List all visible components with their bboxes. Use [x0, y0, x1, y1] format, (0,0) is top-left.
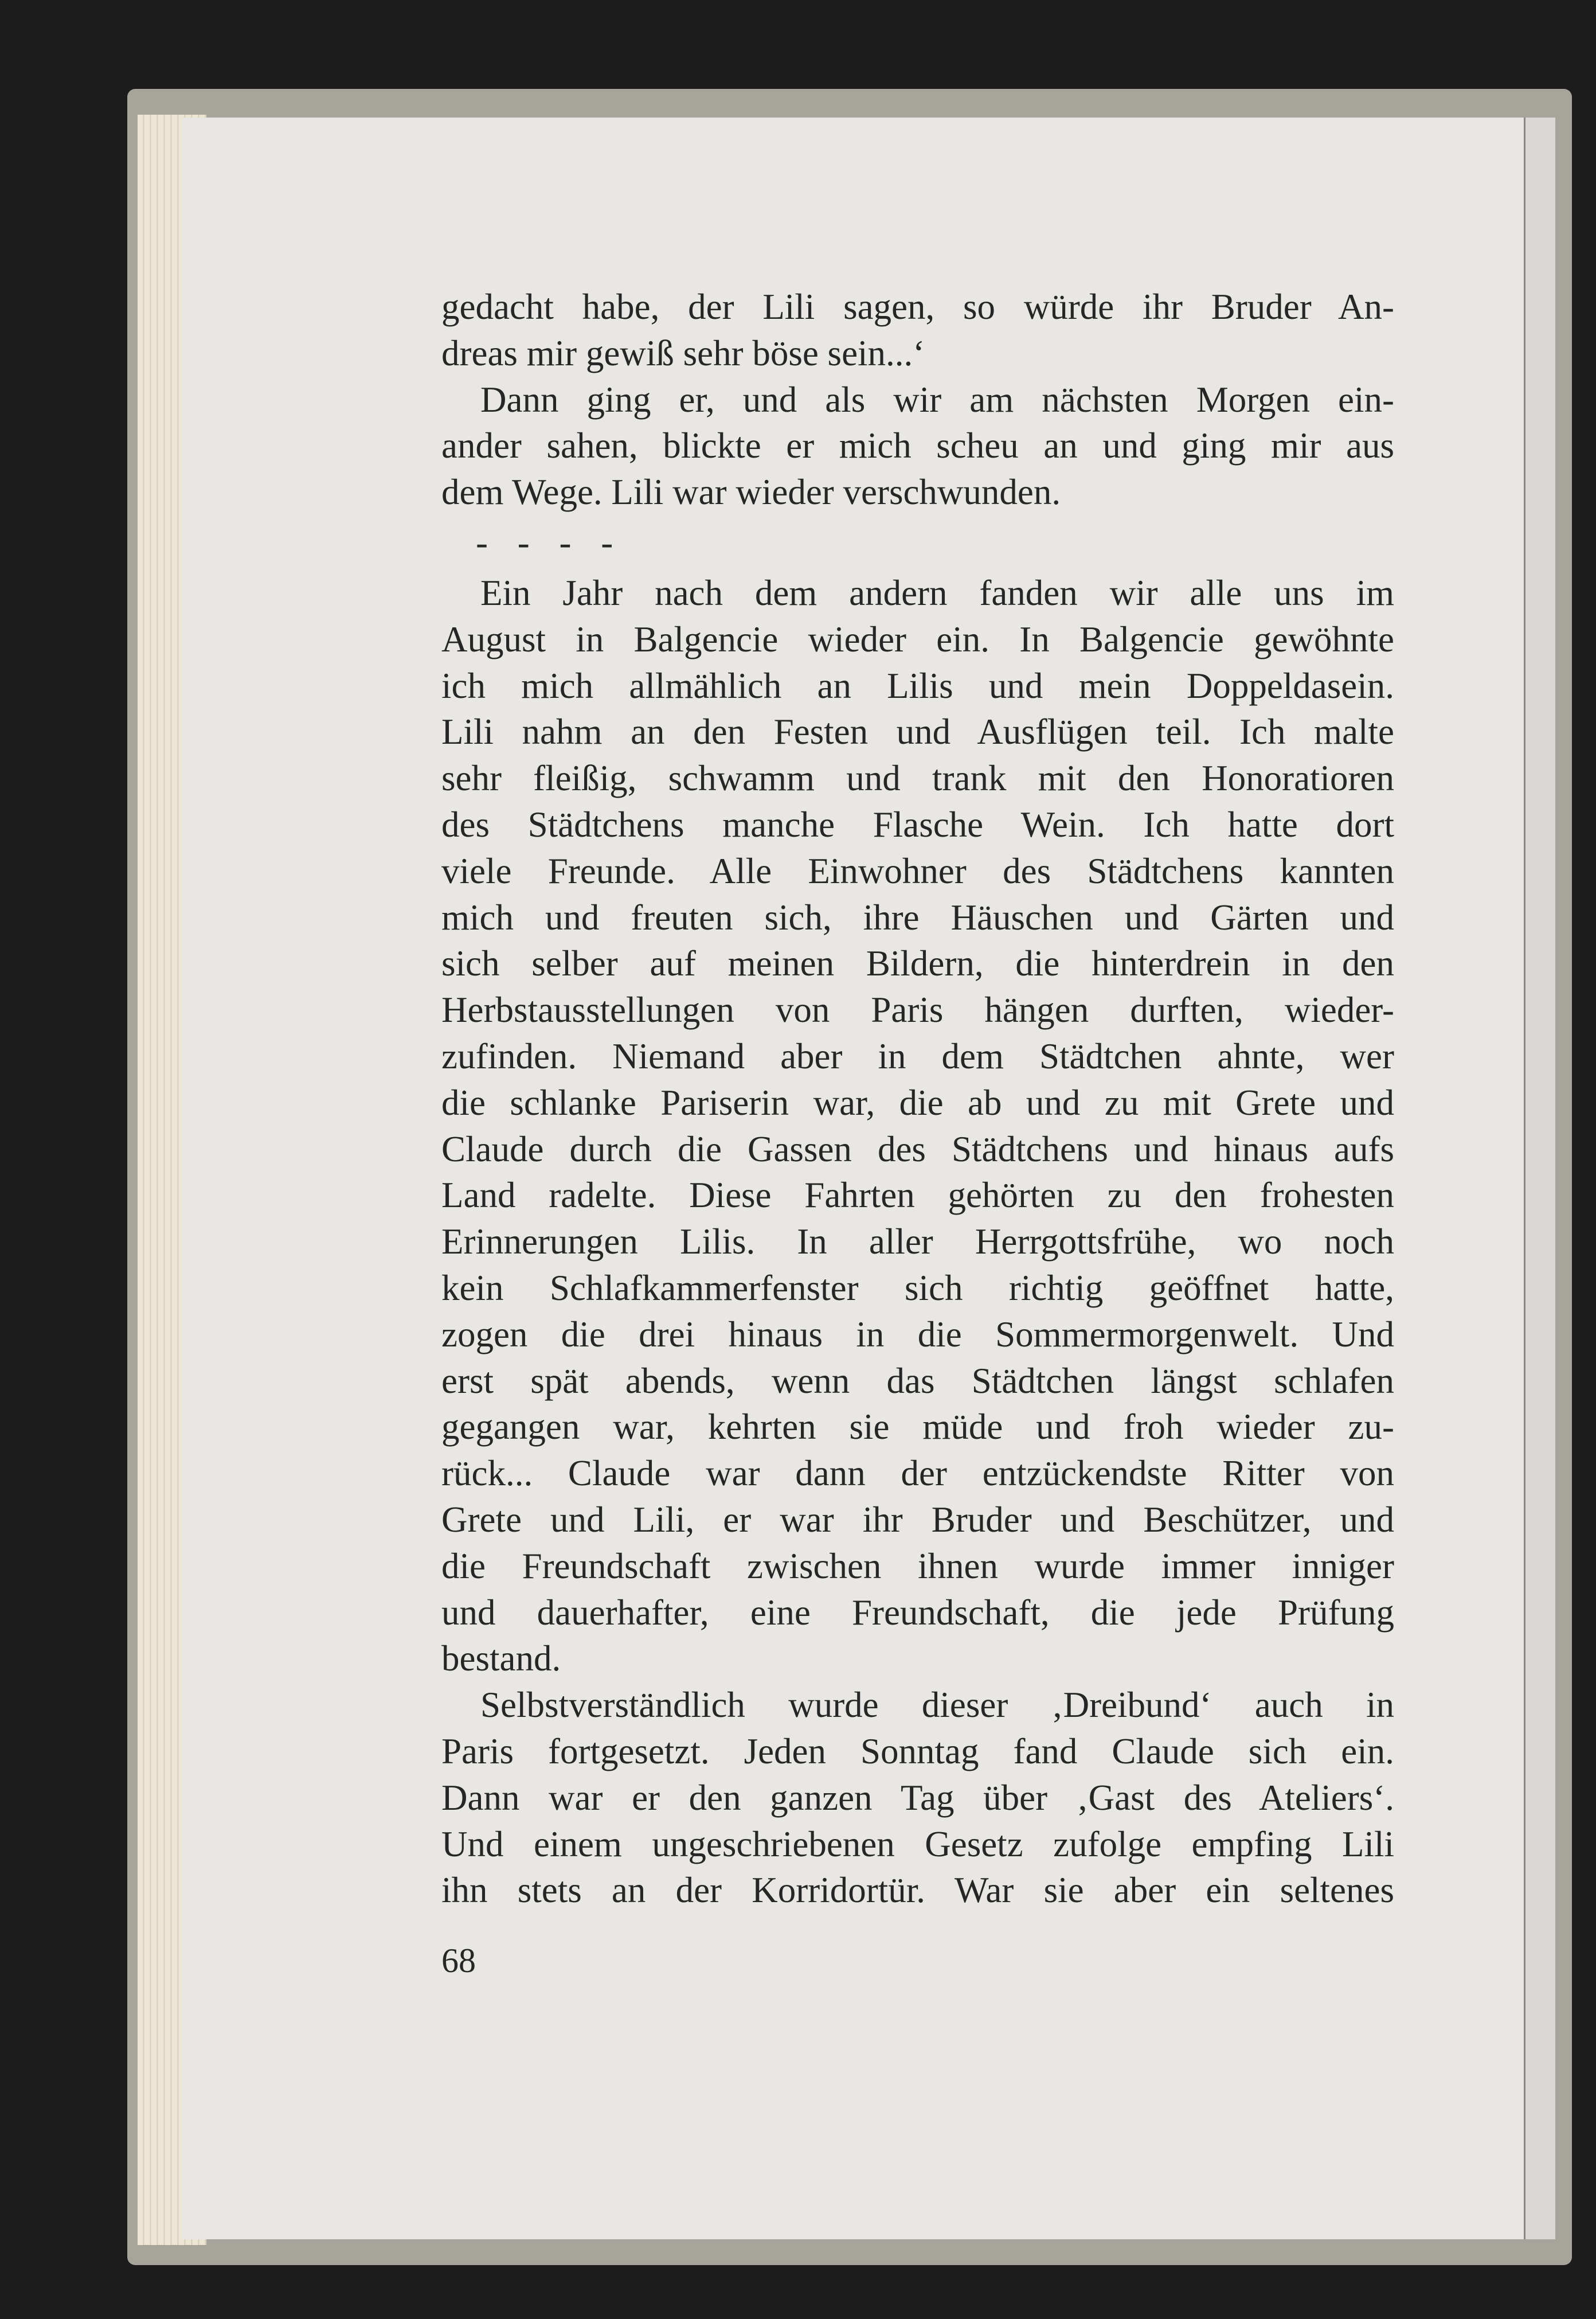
text-line: Ein Jahr nach dem andern fanden wir alle uns im [480, 572, 1394, 613]
text-line: mich und freuten sich, ihre Häuschen und Gärten und [441, 897, 1394, 938]
text-line: Claude durch die Gassen des Städtchens und hinaus aufs [441, 1129, 1394, 1169]
text-line: Selbstverständlich wurde dieser ‚Dreibund‘ auch in [480, 1685, 1394, 1725]
text-line: die Freundschaft zwischen ihnen wurde immer inniger [441, 1545, 1394, 1586]
text-line: des Städtchens manche Flasche Wein. Ich hatte dort [441, 804, 1394, 845]
text-line: erst spät abends, wenn das Städtchen längst schlafen [441, 1360, 1394, 1401]
text-line: bestand. [441, 1638, 561, 1679]
section-separator: - - - - [476, 522, 624, 563]
text-line: Herbstausstellungen von Paris hängen durften, wieder- [441, 990, 1394, 1030]
text-line: die schlanke Pariserin war, die ab und zu mit Grete und [441, 1082, 1394, 1123]
text-line: gegangen war, kehrten sie müde und froh wieder zu- [441, 1407, 1394, 1447]
text-line: sich selber auf meinen Bildern, die hinterdrein in den [441, 943, 1394, 984]
text-line: Lili nahm an den Festen und Ausflügen teil. Ich malte [441, 712, 1394, 752]
text-line: August in Balgencie wieder ein. In Balgencie gewöhnte [441, 619, 1394, 659]
page-number: 68 [441, 1942, 476, 1980]
text-line: rück... Claude war dann der entzückendste Ritter von [441, 1453, 1394, 1494]
text-line: und dauerhafter, eine Freundschaft, die jede Prüfung [441, 1592, 1394, 1633]
text-line: sehr fleißig, schwamm und trank mit den Honoratioren [441, 758, 1394, 799]
text-line: Und einem ungeschriebenen Gesetz zufolge empfing Lili [441, 1824, 1394, 1864]
text-line: ich mich allmählich an Lilis und mein Doppeldasein. [441, 665, 1394, 706]
text-line: zogen die drei hinaus in die Sommermorgenwelt. Und [441, 1314, 1394, 1354]
text-line: Dann war er den ganzen Tag über ‚Gast des Ateliers‘. [441, 1777, 1394, 1818]
text-line: dreas mir gewiß sehr böse sein...‘ [441, 333, 925, 373]
text-line: ihn stets an der Korridortür. War sie aber ein seltenes [441, 1870, 1394, 1911]
text-line: dem Wege. Lili war wieder verschwunden. [441, 472, 1061, 513]
facing-page-edge [1524, 118, 1555, 2239]
text-line: Dann ging er, und als wir am nächsten Morgen ein- [480, 379, 1394, 420]
text-line: zufinden. Niemand aber in dem Städtchen ahnte, wer [441, 1036, 1394, 1076]
text-line: kein Schlafkammerfenster sich richtig geöffnet hatte, [441, 1267, 1394, 1308]
text-line: Erinnerungen Lilis. In aller Herrgottsfrühe, wo noch [441, 1221, 1394, 1262]
text-line: gedacht habe, der Lili sagen, so würde ihr Bruder An- [441, 287, 1394, 327]
text-line: ander sahen, blickte er mich scheu an und ging mir aus [441, 425, 1394, 466]
text-line: Land radelte. Diese Fahrten gehörten zu den frohesten [441, 1175, 1394, 1216]
text-line: Paris fortgesetzt. Jeden Sonntag fand Claude sich ein. [441, 1731, 1394, 1771]
text-line: viele Freunde. Alle Einwohner des Städtchens kannten [441, 850, 1394, 891]
body-text [441, 284, 1394, 1914]
text-line: Grete und Lili, er war ihr Bruder und Beschützer, und [441, 1499, 1394, 1540]
